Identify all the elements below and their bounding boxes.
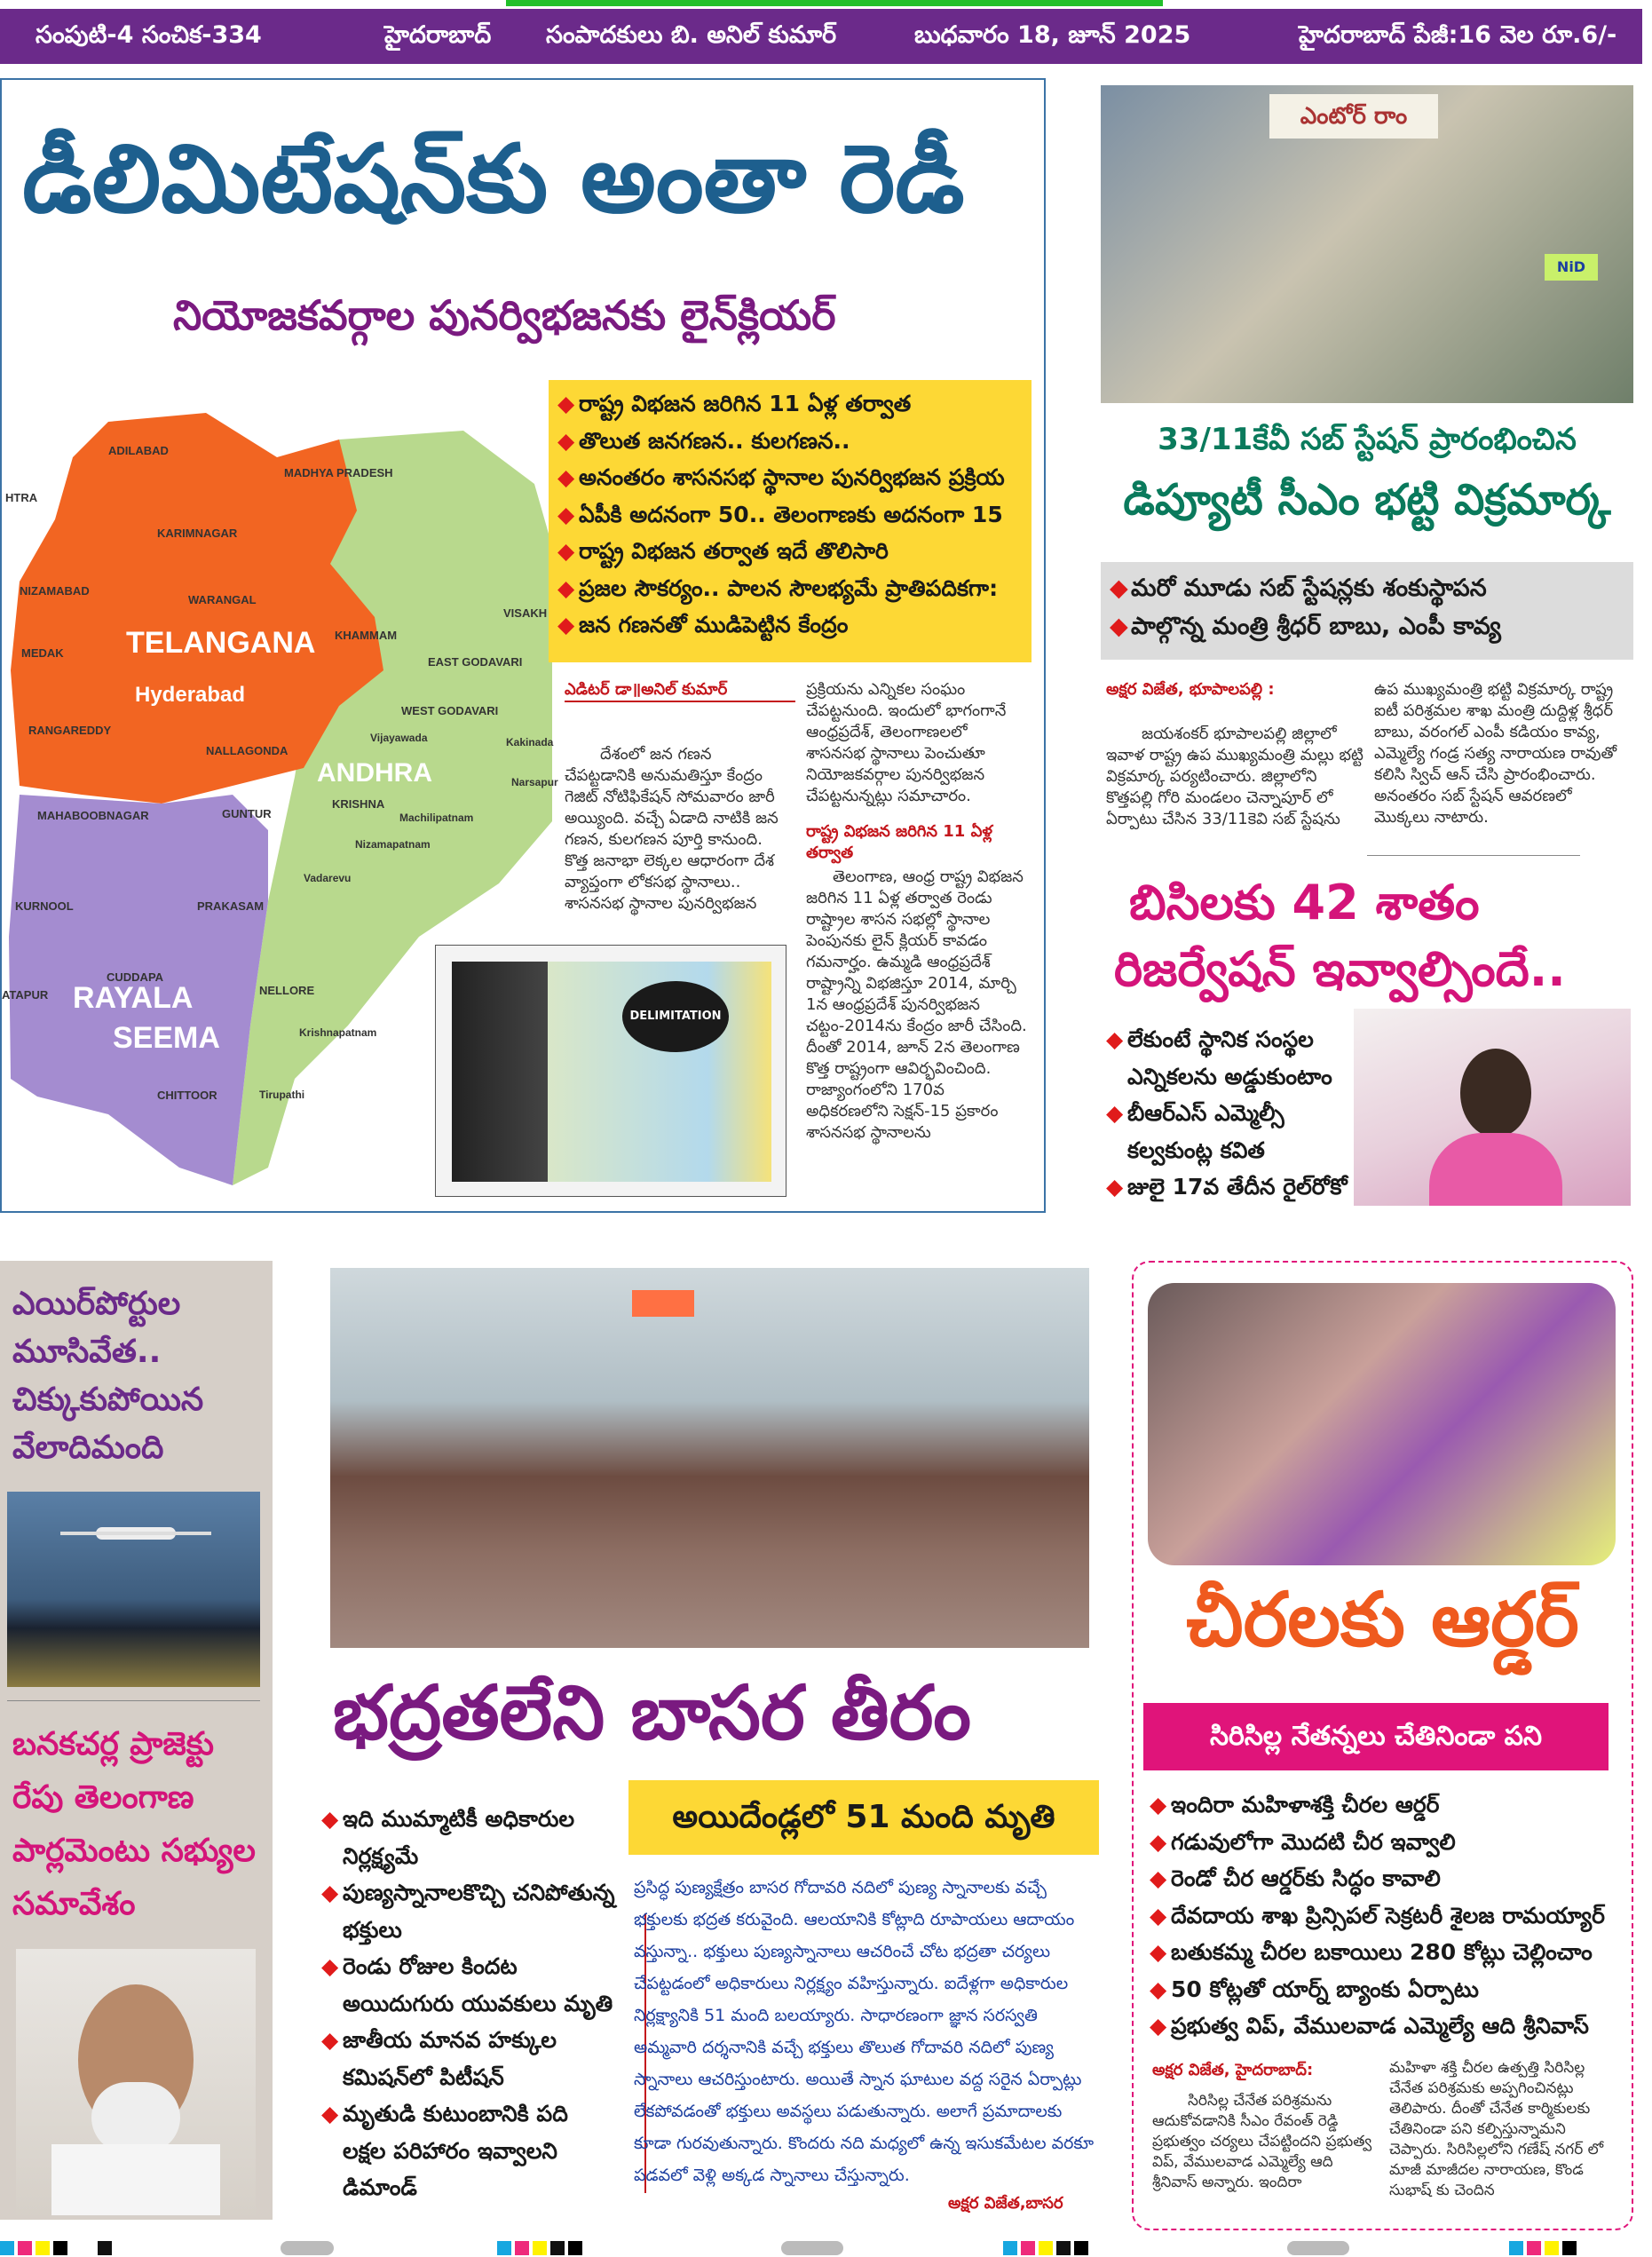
basara-bullet: ◆ రెండు రోజుల కిందట అయిదుగురు యువకులు మృతి <box>321 1948 619 2022</box>
inset-photo <box>452 962 771 1182</box>
map-label: VISAKH <box>503 606 548 620</box>
lead-col2b: తెలంగాణ, ఆంధ్ర రాష్ట్ర విభజన జరిగిన 11 ఏళ్ల తర్వాత రెండు రాష్ట్రాల శాసన సభల్లో స్థానాల పెంపునకు లైన్ క్లియర్ కావడం గమనార్హం. ఉమ్మడి ఆంధ్రప్రదేశ్ రాష్ట్రాన్ని విభజిస్తూ 2014, మార్చి 1న ఆంధ్రప్రదేశ్ పునర్విభజన చట్టం-2014ను కేంద్రం జారీ చేసింది. దీంతో 2014, జూన్ 2న తెలంగాణ కొత్త రాష్ట్రంగా ఆవిర్భవించింది. రాజ్యాంగంలోని 170వ అధికరణలోని సెక్షన్-15 ప్రకారం శాసనసభ స్థానాలను <box>806 867 1027 1142</box>
portrait-shape <box>1429 1133 1562 1206</box>
highlight-item: ◆ అనంతరం శాసనసభ స్థానాల పునర్విభజన ప్రక్రియ <box>557 459 1023 496</box>
lead-col1: దేశంలో జన గణన చేపట్టడానికి అనుమతిస్తూ కేంద్రం గెజిట్ నోటిఫికేషన్ సోమవారం జారీ అయ్యింది. వచ్చే ఏడాది నాటికి జన గణన, కులగణన పూర్తి కానుంది. కొత్త జనాభా లెక్కల ఆధారంగా దేశ వ్యాప్తంగా లోకసభ స్థానాలు.. శాసనసభ స్థానాల పునర్విభజన <box>565 745 779 913</box>
saree-bullet: ◆ రెండో చీర ఆర్డర్‌కు సిద్ధం కావాలి <box>1150 1860 1620 1897</box>
bc-bullet: ◆ బీఆర్ఎస్ ఎమ్మెల్సీ కల్వకుంట్ల కవిత <box>1106 1095 1363 1168</box>
saree-subheadline: సిరిసిల్ల నేతన్నలు చేతినిండా పని <box>1143 1703 1609 1770</box>
volume-issue: సంపుటి-4 సంచిక-334 <box>36 21 262 49</box>
map-label: Hyderabad <box>135 683 246 707</box>
saree-bullet: ◆ ప్రభుత్వ విప్, వేములవాడ ఎమ్మెల్యే ఆది శ్రీనివాస్ <box>1150 2008 1620 2045</box>
map-label: Narsapur <box>511 776 558 788</box>
map-label: Tirupathi <box>259 1089 305 1101</box>
bc-bullet: ◆ జులై 17వ తేదీన రైల్‌రోకో <box>1106 1168 1363 1206</box>
project-headline: బనకచర్ల ప్రాజెక్టు రేపు తెలంగాణ పార్లమెంటు సభ్యుల సమావేశం <box>12 1726 256 1922</box>
saree-bullet: ◆ 50 కోట్లతో యార్న్ బ్యాంకు ఏర్పాటు <box>1150 1971 1620 2008</box>
map-label: Krishnapatnam <box>299 1026 377 1039</box>
map-label: HTRA <box>5 491 38 504</box>
map-label: KARIMNAGAR <box>157 527 238 540</box>
substation-bullets <box>1101 562 1633 660</box>
bc-bullet: ◆ లేకుంటే స్థానిక సంస్థల ఎన్నికలను అడ్డుకుంటాం <box>1106 1021 1363 1095</box>
date: బుధవారం 18, జూన్ 2025 <box>914 21 1191 49</box>
saree-bullets <box>1150 1786 1620 2045</box>
lead-col2-head: రాష్ట్ర విభజన జరిగిన 11 ఏళ్ల తర్వాత <box>806 822 993 862</box>
saree-col2: మహిళా శక్తి చీరల ఉత్పత్తి సిరిసిల్ల చేనేత పరిశ్రమకు అప్పగించినట్లు తెలిపారు. దీంతో చేనేత కార్మికులకు చేతినిండా పని కల్పిస్తున్నామని చెప్పారు. సిరిసిల్లలోని గణేష్ నగర్ లో మాజీ మాజీదల నారాయణ, కొండ సుభాష్ కు చెందిన <box>1389 2059 1604 2199</box>
minister-photo <box>16 1949 256 2215</box>
highlight-item: ◆ రాష్ట్ర విభజన జరిగిన 11 ఏళ్ల తర్వాత <box>557 385 1023 423</box>
map-label: NELLORE <box>259 984 315 997</box>
airport-photo <box>7 1492 260 1687</box>
saree-bullet: ◆ ఇందిరా మహిళాశక్తి చీరల ఆర్డర్ <box>1150 1786 1620 1824</box>
lead-col2a: ప్రక్రియను ఎన్నికల సంఘం చేపట్టనుంది. ఇందులో భాగంగానే ఆంధ్రప్రదేశ్, తెలంగాణలలో శాసనసభ స్థానాలు పెంచుతూ నియోజకవర్గాల పునర్విభజన చేపట్టనున్నట్లు సమాచారం. <box>806 680 1007 805</box>
inset-label: DELIMITATION <box>622 981 729 1052</box>
portrait-shape <box>51 2144 220 2215</box>
pages-price: హైదరాబాద్ పేజీ:16 వెల రూ.6/- <box>1299 21 1617 49</box>
map-label: ANDHRA <box>317 758 432 788</box>
highlight-item: ◆ తొలుత జనగణన.. కులగణన.. <box>557 423 1023 460</box>
map-label: Vijayawada <box>370 732 428 744</box>
bc-headline-2: రిజర్వేషన్ ఇవ్వాల్సిందే.. <box>1114 941 1566 997</box>
substation-byline: అక్షర విజేత, భూపాలపల్లి : <box>1106 680 1275 699</box>
lead-byline: ఎడిటర్ డా॥అనిల్ కుమార్ <box>565 679 795 702</box>
substation-photo <box>1101 85 1633 403</box>
editor: సంపాదకులు బి. అనిల్ కుమార్ <box>546 21 837 49</box>
saree-bullet: ◆ బతుకమ్మ చీరల బకాయిలు 280 కోట్లు చెల్లించాం <box>1150 1934 1620 1971</box>
substation-kicker: 33/11కేవీ సబ్ స్టేషన్ ప్రారంభించిన <box>1158 422 1577 457</box>
basara-photo <box>330 1268 1089 1648</box>
saree-byline: అక్షర విజేత, హైదరాబాద్: <box>1152 2061 1314 2079</box>
substation-bullet: ◆ పాల్గొన్న మంత్రి శ్రీధర్ బాబు, ఎంపీ కావ్య <box>1110 607 1624 645</box>
bc-bullets <box>1106 1021 1363 1206</box>
basara-body: ప్రసిద్ధ పుణ్యక్షేత్రం బాసర గోదావరి నదిలో పుణ్య స్నానాలకు వచ్చే భక్తులకు భద్రత కరువైంది. ఆలయానికి కోట్లాది రూపాయలు ఆదాయం వస్తున్నా.. భక్తులు పుణ్యస్నానాలు ఆచరించే చోట భద్రతా చర్యలు చేపట్టడంలో అధికారులు నిర్లక్ష్యం వహిస్తున్నారు. ఐదేళ్లగా అధికారుల నిర్లక్ష్యానికి 51 మంది బలయ్యారు. సాధారణంగా జ్ఞాన సరస్వతి అమ్మవారి దర్శనానికి వచ్చే భక్తులు తొలుత గోదావరి నదిలో పుణ్య స్నానాలు ఆచరిస్తుంటారు. అయితే స్నాన ఘాటుల వద్ద సరైన ఏర్పాట్లు లేకపోవడంతో భక్తులు అవస్థలు పడుతున్నారు. అలాగే ప్రమాదాలకు కూడా గురవుతున్నారు. కొందరు నది మధ్యలో ఉన్న ఇసుకమేటల వరకూ పడవలో వెళ్లి అక్కడ స్నానాలు చేస్తున్నారు. <box>634 1878 1095 2185</box>
print-registration-marks <box>0 2237 1652 2257</box>
map-label: NIZAMABAD <box>20 584 90 598</box>
saree-photo <box>1148 1283 1616 1565</box>
basara-bullet: ◆ ఇది ముమ్మాటికీ అధికారుల నిర్లక్ష్యమే <box>321 1801 619 1874</box>
map-label: WARANGAL <box>188 593 257 606</box>
divider <box>7 1700 260 1701</box>
airport-headline: ఎయిర్‌పోర్టుల మూసివేత.. చిక్కుకుపోయిన వేలాదిమంది <box>12 1286 204 1466</box>
basara-bullet: ◆ జాతీయ మానవ హక్కుల కమిషన్‌లో పిటీషన్ <box>321 2022 619 2095</box>
portrait-shape <box>1460 1049 1531 1137</box>
map-label: CHITTOOR <box>157 1089 217 1102</box>
map-label: Kakinada <box>506 736 554 748</box>
city: హైదరాబాద్ <box>384 21 492 49</box>
map-label: MAHABOOBNAGAR <box>37 809 149 822</box>
map-label: RANGAREDDY <box>28 724 112 737</box>
map-label: EAST GODAVARI <box>428 655 523 669</box>
divider <box>1367 855 1580 856</box>
lead-subheadline: నియోజకవర్గాల పునర్విభజనకు లైన్‌క్లియర్ <box>173 291 836 339</box>
map-label: MEDAK <box>21 646 64 660</box>
map-label: Machilipatnam <box>399 812 474 824</box>
portrait-shape <box>91 2082 180 2153</box>
highlight-item: ◆ ప్రజల సౌకర్యం.. పాలన సౌలభ్యమే ప్రాతిపదికగా: <box>557 570 1023 607</box>
photo-sign: ఎంటోర్ రాం <box>1269 94 1438 139</box>
saree-bullet: ◆ గడువులోగా మొదటి చీర ఇవ్వాలి <box>1150 1824 1620 1861</box>
substation-col1: జయశంకర్ భూపాలపల్లి జిల్లాలో ఇవాళ రాష్ట్ర ఉప ముఖ్యమంత్రి మల్లు భట్టి విక్రమార్క పర్యటించారు. జిల్లాలోని కొత్తపల్లి గోరి మండలం చెన్నాపూర్ లో ఏర్పాటు చేసిన 33/11కెవి సబ్ స్టేషను <box>1106 725 1363 828</box>
map-label: Nizamapatnam <box>355 838 431 851</box>
saree-col1: సిరిసిల్ల చేనేత పరిశ్రమను ఆదుకోవడానికి సీఎం రేవంత్ రెడ్డి ప్రభుత్వం చర్యలు చేపట్టిందని ప్రభుత్వ విప్, వేములవాడ ఎమ్మెల్యే ఆది శ్రీనివాస్ అన్నారు. ఇందిరా <box>1152 2092 1372 2191</box>
highlight-item: ◆ ఏపీకి అదనంగా 50.. తెలంగాణకు అదనంగా 15 <box>557 496 1023 534</box>
top-color-strip <box>506 0 1163 6</box>
map-label: TELANGANA <box>126 626 316 660</box>
bc-headline-1: బిసిలకు 42 శాతం <box>1129 875 1480 931</box>
map-label: NALLAGONDA <box>206 744 289 757</box>
map-label: KHAMMAM <box>335 629 398 642</box>
map-label: ATAPUR <box>2 988 49 1002</box>
map-label: MADHYA PRADESH <box>284 466 393 479</box>
saree-bullet: ◆ దేవదాయ శాఖ ప్రిన్సిపల్ సెక్రటరీ శైలజ రామయ్యార్ <box>1150 1897 1620 1935</box>
map-label: KURNOOL <box>15 899 74 913</box>
map-label: CUDDAPA <box>107 970 164 984</box>
basara-headline: భద్రతలేని బాసర తీరం <box>333 1669 971 1756</box>
photo-badge: NiD <box>1545 254 1598 281</box>
basara-bullet: ◆ మృతుడి కుటుంబానికి పది లక్షల పరిహారం ఇవ్వాలని డిమాండ్ <box>321 2095 619 2206</box>
boat-shape <box>632 1290 694 1317</box>
map-label: WEST GODAVARI <box>401 704 499 717</box>
saree-headline: చీరలకు ఆర్డర్ <box>1186 1576 1579 1663</box>
map-label: KRISHNA <box>332 797 385 811</box>
basara-bullets <box>321 1801 619 2206</box>
map-label: PRAKASAM <box>197 899 265 913</box>
substation-bullet: ◆ మరో మూడు సబ్ స్టేషన్లకు శంకుస్థాపన <box>1110 569 1624 607</box>
map-label: ADILABAD <box>108 444 169 457</box>
map-label: RAYALA <box>73 981 194 1015</box>
masthead <box>0 9 1642 64</box>
plane-shape <box>60 1532 211 1535</box>
map-label: SEEMA <box>113 1021 220 1055</box>
substation-col2: ఉప ముఖ్యమంత్రి భట్టి విక్రమార్క రాష్ట్ర ఐటీ పరిశ్రమల శాఖ మంత్రి దుద్దిళ్ల శ్రీధర్ బాబు, వరంగల్ ఎంపీ కడియం కావ్య, ఎమ్మెల్యే గండ్ర సత్య నారాయణ రావుతో కలిసి స్విచ్ ఆన్ చేసి ప్రారంభించారు. అనంతరం సబ్ స్టేషన్ ఆవరణలో మొక్కలు నాటారు. <box>1374 680 1617 827</box>
kavitha-photo <box>1354 1009 1631 1206</box>
lead-highlights-box <box>549 380 1032 662</box>
basara-bullet: ◆ పుణ్యస్నానాలకొచ్చి చనిపోతున్న భక్తులు <box>321 1874 619 1948</box>
highlight-item: ◆ రాష్ట్ర విభజన తర్వాత ఇదే తొలిసారి <box>557 533 1023 570</box>
highlight-item: ◆ జన గణనతో ముడిపెట్టిన కేంద్రం <box>557 606 1023 644</box>
map-label: GUNTUR <box>222 807 272 820</box>
substation-headline: డిప్యూటీ సీఎం భట్టి విక్రమార్క <box>1123 475 1611 525</box>
basara-byline: అక్షర విజేత,బాసర <box>948 2194 1063 2213</box>
basara-highlight: అయిదేండ్లలో 51 మంది మృతి <box>628 1780 1099 1855</box>
delimitation-inset <box>435 945 786 1197</box>
lead-headline: డీలిమిటేషన్‌కు అంతా రెడీ <box>22 124 965 234</box>
map-label: Vadarevu <box>304 872 352 884</box>
